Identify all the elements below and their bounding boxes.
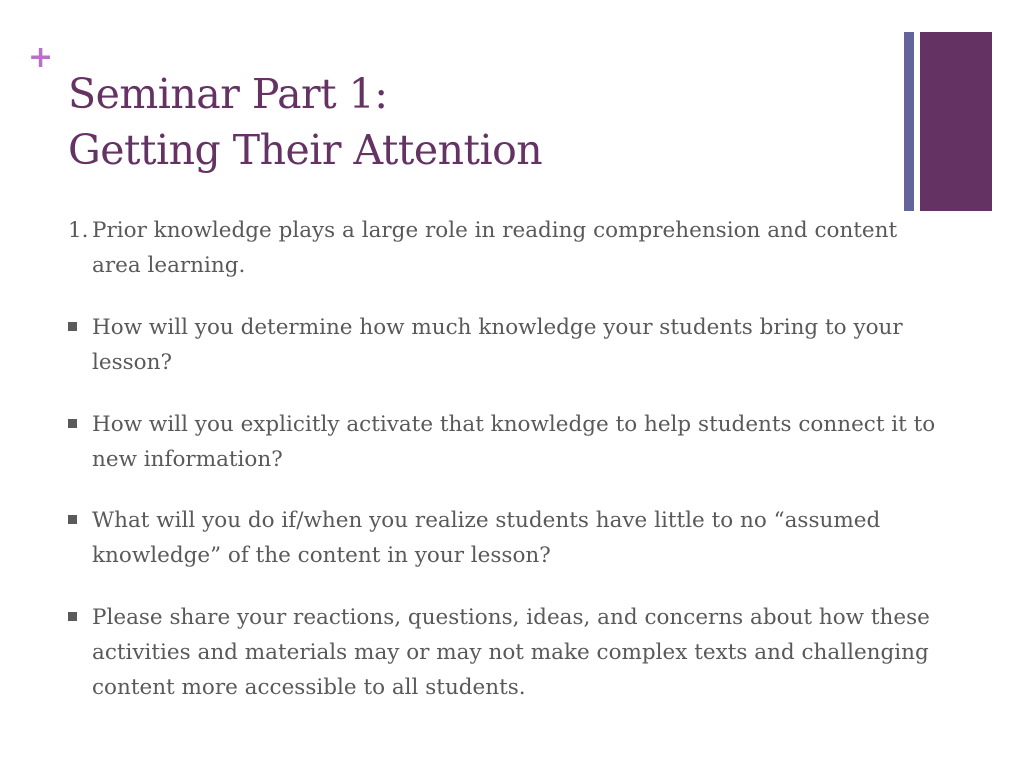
bullet-item <box>68 407 948 477</box>
slide-title-line-2: Getting Their Attention <box>68 126 543 174</box>
numbered-item <box>68 213 928 283</box>
bullet-text: How will you determine how much knowledge your students bring to your lesson? <box>92 315 903 375</box>
slide-title-line-1: Seminar Part 1: <box>68 70 388 118</box>
item-number: 1. <box>68 218 89 243</box>
bullet-item <box>68 600 948 705</box>
numbered-item-text: Prior knowledge plays a large role in reading comprehension and content area learning. <box>92 218 898 278</box>
square-bullet-icon <box>68 419 77 428</box>
plus-icon: + <box>28 40 54 75</box>
bullet-text: How will you explicitly activate that knowledge to help students connect it to new information? <box>92 412 936 472</box>
square-bullet-icon <box>68 612 77 621</box>
bullet-text: What will you do if/when you realize students have little to no “assumed knowledge” of the content in your lesson? <box>92 508 881 568</box>
bullet-item <box>68 503 948 573</box>
square-bullet-icon <box>68 515 77 524</box>
square-bullet-icon <box>68 322 77 331</box>
bullet-item <box>68 310 948 380</box>
bullet-text: Please share your reactions, questions, ideas, and concerns about how these activities and materials may or may not make complex texts and challenging content more accessible to all students. <box>92 605 930 700</box>
